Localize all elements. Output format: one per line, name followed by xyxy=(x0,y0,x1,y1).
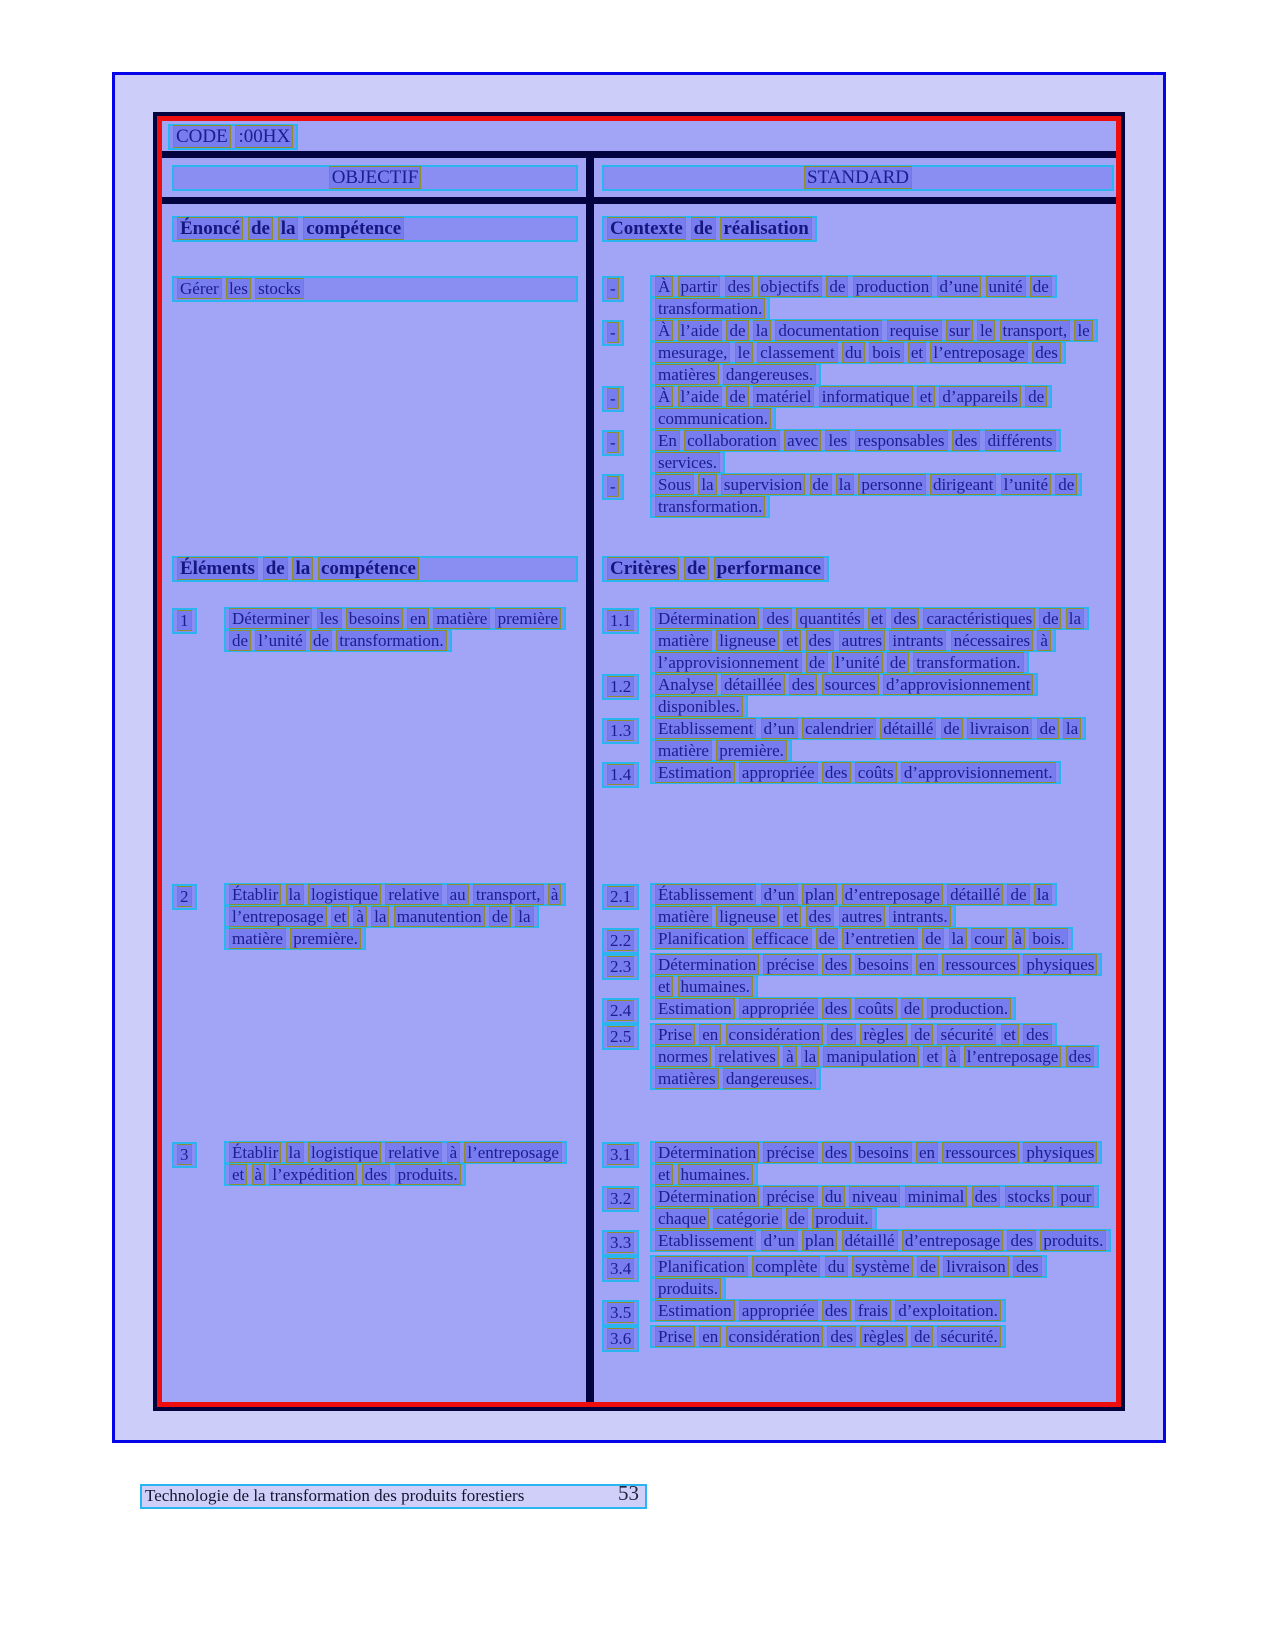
criterion-number: 1.4 xyxy=(602,762,639,788)
element-number: 3 xyxy=(172,1142,197,1168)
criterion-item xyxy=(602,1300,1114,1326)
criterion-item xyxy=(602,1256,1114,1300)
horizontal-rule xyxy=(162,151,1116,158)
criterion-item xyxy=(602,954,1114,998)
element-text: Établir la logistique relative au transport, à l’entreposage et à la manutention de la matière première. xyxy=(224,883,566,950)
criterion-text: Analyse détaillée des sources d’approvisionnement disponibles. xyxy=(650,673,1038,718)
element-cell xyxy=(162,600,594,876)
table-row xyxy=(162,548,1116,600)
criterion-text: Etablissement d’un calendrier détaillé de livraison de la matière première. xyxy=(650,717,1086,762)
criterion-text: Prise en considération des règles de sécurité. xyxy=(650,1325,1006,1348)
criteres-header: Critères de performance xyxy=(602,556,829,582)
list-item xyxy=(602,276,1114,320)
criterion-number: 2.4 xyxy=(602,998,639,1024)
criterion-number: 3.3 xyxy=(602,1230,639,1256)
criteria-cell xyxy=(594,876,1116,1134)
bullet-dash: - xyxy=(602,386,624,412)
criterion-number: 2.2 xyxy=(602,928,639,954)
page-number: 53 xyxy=(618,1481,639,1505)
contexte-item-text: Sous la supervision de la personne dirigeant l’unité de transformation. xyxy=(650,473,1082,518)
table-content xyxy=(162,204,1116,1402)
criterion-item xyxy=(602,1230,1114,1256)
criterion-number: 3.1 xyxy=(602,1142,639,1168)
element-item xyxy=(172,608,578,652)
list-item xyxy=(602,320,1114,386)
criterion-text: Etablissement d’un plan détaillé d’entreposage des produits. xyxy=(650,1229,1111,1252)
criterion-item xyxy=(602,1142,1114,1186)
contexte-header-cell xyxy=(594,204,1116,262)
column-header-objectif: OBJECTIF xyxy=(172,165,578,191)
objectif-header-cell xyxy=(162,158,594,197)
contexte-item-text: À l’aide de la documentation requise sur le transport, le mesurage, le classement du bois et l’entreposage des matières dangereuses. xyxy=(650,319,1098,386)
contexte-item-text: À partir des objectifs de production d’une unité de transformation. xyxy=(650,275,1057,320)
criterion-item xyxy=(602,762,1114,788)
criterion-text: Planification efficace de l’entretien de la cour à bois. xyxy=(650,927,1073,950)
criterion-text: Prise en considération des règles de sécurité et des normes relatives à la manipulation et à l’entreposage des matières dangereuses. xyxy=(650,1023,1099,1090)
code-cell xyxy=(162,121,1116,151)
criterion-item xyxy=(602,884,1114,928)
enonce-header-cell xyxy=(162,204,594,262)
criterion-text: Détermination précise des besoins en ressources physiques et humaines. xyxy=(650,953,1102,998)
criterion-text: Détermination précise du niveau minimal des stocks pour chaque catégorie de produit. xyxy=(650,1185,1099,1230)
elements-header-cell xyxy=(162,548,594,600)
criterion-number: 1.1 xyxy=(602,608,639,634)
page-footer xyxy=(140,1481,647,1509)
criterion-text: Planification complète du système de livraison des produits. xyxy=(650,1255,1047,1300)
element-item xyxy=(172,884,578,950)
document-page xyxy=(112,72,1166,1443)
criteres-header-cell xyxy=(594,548,1116,600)
contexte-item-text: À l’aide de matériel informatique et d’appareils de communication. xyxy=(650,385,1052,430)
criterion-number: 2.3 xyxy=(602,954,639,980)
element-item xyxy=(172,1142,578,1186)
element-text: Établir la logistique relative à l’entreposage et à l’expédition des produits. xyxy=(224,1141,567,1186)
competency-table xyxy=(153,112,1125,1411)
column-header-standard: STANDARD xyxy=(602,165,1114,191)
criterion-number: 3.2 xyxy=(602,1186,639,1212)
criterion-text: Détermination précise des besoins en ressources physiques et humaines. xyxy=(650,1141,1102,1186)
contexte-item-text: En collaboration avec les responsables des différents services. xyxy=(650,429,1061,474)
element-number: 1 xyxy=(172,608,197,634)
criterion-item xyxy=(602,928,1114,954)
table-row xyxy=(162,876,1116,1134)
criterion-item xyxy=(602,674,1114,718)
table-row xyxy=(162,262,1116,548)
criterion-item xyxy=(602,1024,1114,1090)
bullet-dash: - xyxy=(602,320,624,346)
criterion-text: Estimation appropriée des coûts de production. xyxy=(650,997,1016,1020)
criterion-text: Détermination des quantités et des caractéristiques de la matière ligneuse et des autres intrants nécessaires à l’approvisionnement de l’unité de transformation. xyxy=(650,607,1089,674)
bullet-dash: - xyxy=(602,276,624,302)
criterion-text: Estimation appropriée des coûts d’approvisionnement. xyxy=(650,761,1061,784)
criterion-number: 2.1 xyxy=(602,884,639,910)
criteria-cell xyxy=(594,600,1116,876)
list-item xyxy=(602,430,1114,474)
criterion-item xyxy=(602,1326,1114,1352)
table-row xyxy=(162,600,1116,876)
contexte-header: Contexte de réalisation xyxy=(602,216,817,242)
criterion-number: 3.4 xyxy=(602,1256,639,1282)
table-row xyxy=(162,1134,1116,1402)
enonce-header: Énoncé de la compétence xyxy=(172,216,578,242)
competency-statement: Gérer les stocks xyxy=(172,276,578,302)
criterion-number: 1.2 xyxy=(602,674,639,700)
criterion-number: 3.6 xyxy=(602,1326,639,1352)
criterion-item xyxy=(602,718,1114,762)
criterion-number: 3.5 xyxy=(602,1300,639,1326)
criteria-cell xyxy=(594,1134,1116,1402)
bullet-dash: - xyxy=(602,430,624,456)
element-text: Déterminer les besoins en matière première de l’unité de transformation. xyxy=(224,607,566,652)
criterion-item xyxy=(602,1186,1114,1230)
standard-header-cell xyxy=(594,158,1116,197)
competency-table-body xyxy=(157,116,1121,1407)
element-number: 2 xyxy=(172,884,197,910)
list-item xyxy=(602,474,1114,518)
table-row xyxy=(162,204,1116,262)
criterion-text: Établissement d’un plan d’entreposage détaillé de la matière ligneuse et des autres intrants. xyxy=(650,883,1057,928)
elements-header: Éléments de la compétence xyxy=(172,556,578,582)
bullet-dash: - xyxy=(602,474,624,500)
criterion-item xyxy=(602,608,1114,674)
contexte-cell xyxy=(594,262,1116,548)
footer-title: Technologie de la transformation des produits forestiers xyxy=(145,1486,525,1505)
criterion-number: 1.3 xyxy=(602,718,639,744)
element-cell xyxy=(162,1134,594,1402)
criterion-number: 2.5 xyxy=(602,1024,639,1050)
criterion-text: Estimation appropriée des frais d’exploitation. xyxy=(650,1299,1006,1322)
element-cell xyxy=(162,876,594,1134)
column-header-row xyxy=(162,158,1116,197)
code-label: CODE :00HX xyxy=(168,124,298,150)
list-item xyxy=(602,386,1114,430)
horizontal-rule xyxy=(162,197,1116,204)
criterion-item xyxy=(602,998,1114,1024)
enonce-cell xyxy=(162,262,594,548)
